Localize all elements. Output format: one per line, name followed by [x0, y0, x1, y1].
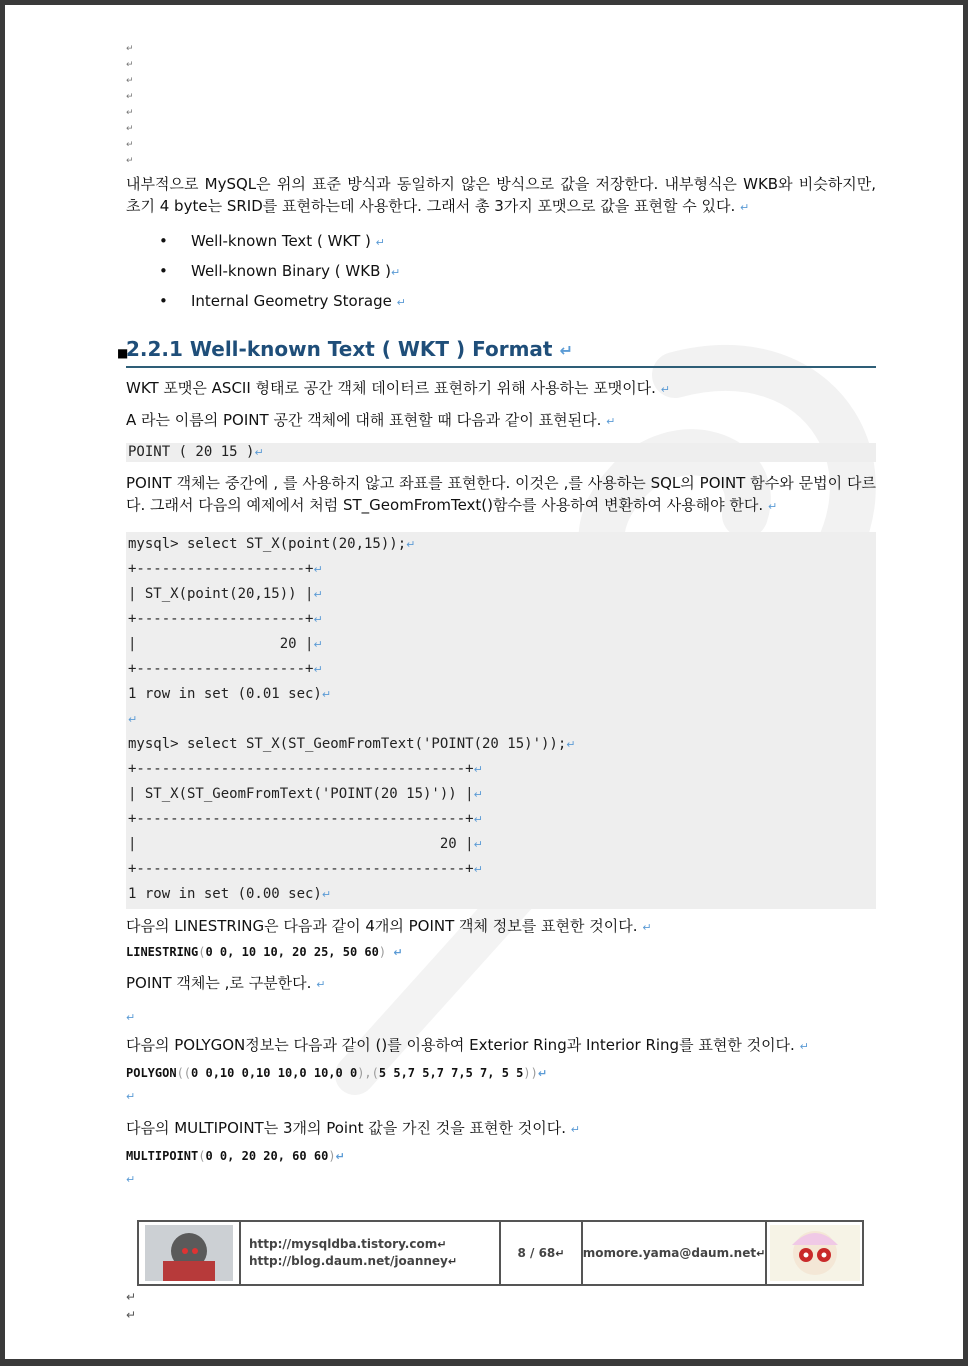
polygon-description: 다음의 POLYGON정보는 다음과 같이 ()를 이용하여 Exterior Ring과 Interior Ring를 표현한 것이다. ↵	[126, 1036, 809, 1054]
code-line: | ST_X(point(20,15)) |↵	[128, 586, 323, 602]
point-description: A 라는 이름의 POINT 공간 객체에 대해 표현할 때 다음과 같이 표현된다. ↵	[126, 411, 616, 429]
point-note-paragraph: POINT 객체는 중간에 , 를 사용하지 않고 좌표를 표현한다. 이것은 ,를 사용하는 SQL의 POINT 함수와 문법이 다르다. 그래서 다음의 예제에서 처럼 ST_GeomFromText()함수를 사용하여 변환하여 사용해야 한다. ↵	[126, 474, 876, 514]
footer-avatar-right	[767, 1222, 862, 1284]
wkt-description: WKT 포맷은 ASCII 형태로 공간 객체 데이터르 표현하기 위해 사용하는 포맷이다. ↵	[126, 379, 670, 397]
code-line: +--------------------+↵	[128, 611, 323, 627]
list-item: • Well-known Binary ( WKB )↵	[126, 257, 876, 287]
linestring-code: LINESTRING(0 0, 10 10, 20 25, 50 60) ↵	[126, 945, 403, 959]
empty-paragraph: ↵	[126, 1173, 136, 1186]
section-heading: ■ 2.2.1 Well-known Text ( WKT ) Format ↵	[126, 335, 876, 368]
code-line: mysql> select ST_X(ST_GeomFromText('POINT(20 15)'));↵	[128, 736, 576, 752]
linestring-description: 다음의 LINESTRING은 다음과 같이 4개의 POINT 객체 정보를 표현한 것이다. ↵	[126, 917, 652, 935]
code-line: 1 row in set (0.00 sec)↵	[128, 886, 332, 902]
page-footer	[137, 1220, 864, 1286]
polygon-code: POLYGON((0 0,10 0,10 10,0 10,0 0),(5 5,7 5,7 7,5 7, 5 5))↵	[126, 1066, 548, 1080]
code-line: 1 row in set (0.01 sec)↵	[128, 686, 332, 702]
code-line: ↵	[128, 713, 138, 726]
avatar-image	[770, 1225, 860, 1281]
code-line: mysql> select ST_X(point(20,15));↵	[128, 536, 416, 552]
format-list	[126, 227, 876, 317]
code-line: +---------------------------------------+↵	[128, 761, 483, 777]
footer-url-1[interactable]: http://mysqldba.tistory.com	[249, 1237, 438, 1251]
code-line: +--------------------+↵	[128, 561, 323, 577]
code-line: +---------------------------------------+↵	[128, 861, 483, 877]
footer-avatar-left	[139, 1222, 241, 1284]
document-page	[5, 5, 963, 1359]
multipoint-description: 다음의 MULTIPOINT는 3개의 Point 값을 가진 것을 표현한 것이다. ↵	[126, 1119, 580, 1137]
footer-email: momore.yama@daum.net ↵	[583, 1222, 767, 1284]
code-line: +---------------------------------------+↵	[128, 811, 483, 827]
multipoint-code: MULTIPOINT(0 0, 20 20, 60 60)↵	[126, 1149, 345, 1163]
footer-url-2[interactable]: http://blog.daum.net/joanney	[249, 1254, 448, 1268]
empty-paragraph: ↵	[126, 1011, 136, 1024]
empty-paragraph-marks: ↵ ↵ ↵ ↵ ↵ ↵ ↵ ↵	[126, 44, 134, 166]
intro-paragraph: 내부적으로 MySQL은 위의 표준 방식과 동일하지 않은 방식으로 값을 저장한다. 내부형식은 WKB와 비슷하지만, 초기 4 byte는 SRID를 표현하는데 사용한다. 그래서 총 3가지 포맷으로 값을 표현할 수 있다. ↵	[126, 175, 876, 215]
empty-paragraph: ↵	[126, 1090, 136, 1103]
mysql-code-block	[126, 532, 876, 909]
code-line: | 20 |↵	[128, 636, 323, 652]
point-code-block: POINT ( 20 15 )↵	[126, 443, 876, 462]
code-line: | 20 |↵	[128, 836, 483, 852]
footer-links: http://mysqldba.tistory.com↵ http://blog.daum.net/joanney↵	[241, 1222, 501, 1284]
list-item: • Internal Geometry Storage ↵	[126, 287, 876, 317]
trailing-paragraph-marks: ↵ ↵	[126, 1290, 137, 1322]
footer-page-number: 8 / 68 ↵	[501, 1222, 583, 1284]
list-item: • Well-known Text ( WKT ) ↵	[126, 227, 876, 257]
code-line: +--------------------+↵	[128, 661, 323, 677]
code-line: | ST_X(ST_GeomFromText('POINT(20 15)')) |↵	[128, 786, 483, 802]
avatar-image	[145, 1225, 233, 1281]
point-separator-note: POINT 객체는 ,로 구분한다. ↵	[126, 974, 326, 992]
